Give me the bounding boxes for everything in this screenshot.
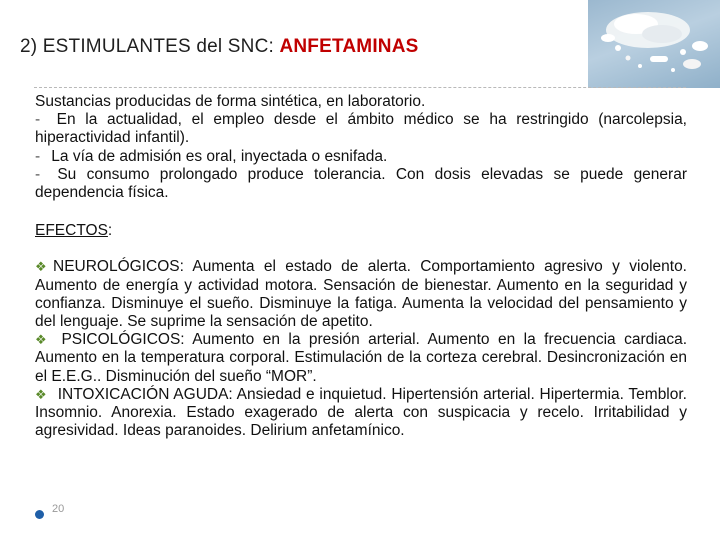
title-divider [34,87,686,88]
list-marker: - [35,147,41,165]
diamond-bullet-icon: ❖ [35,259,47,275]
effects-heading-label: EFECTOS [35,222,108,240]
effect-label: PSICOLÓGICOS: [53,331,185,349]
effect-item [35,331,687,386]
effects-heading [35,222,687,240]
list-item [35,148,687,166]
title-prefix: 2) ESTIMULANTES del SNC: [20,36,280,57]
list-marker: - [35,111,41,129]
effect-label: NEUROLÓGICOS: [53,258,184,276]
pills-photo [588,0,720,88]
list-item-text: La vía de admisión es oral, inyectada o esnifada. [47,147,388,165]
effect-text: Aumento en la presión arterial. Aumento en la frecuencia cardiaca. Aumento en la temperatura corporal. Estimulación de la corteza cerebral. Desincronización en el E.E.G.. Disminución del sueño “MOR”. [35,331,687,385]
footer-dot-icon [35,510,44,519]
pills-photo-icon [588,0,720,88]
list-item [35,111,687,147]
effect-item [35,258,687,331]
effect-text: Aumenta el estado de alerta. Comportamiento agresivo y violento. Aumento de energía y actividad motora. Sensación de bienestar. Aumento en la seguridad y confianza. Disminuye el sueño. Disminuye la fatiga. Aumenta la velocidad del pensamiento y del lenguaje. Se suprime la sensación de apetito. [35,258,687,331]
diamond-bullet-icon: ❖ [35,386,47,402]
title-accent: ANFETAMINAS [279,36,419,57]
effect-item [35,386,687,441]
intro-text: Sustancias producidas de forma sintética, en laboratorio. [35,93,426,110]
slide-title [20,36,419,58]
effects-heading-colon: : [107,222,113,240]
list-marker: - [35,165,41,183]
diamond-bullet-icon: ❖ [35,332,47,348]
effect-label: INTOXICACIÓN AGUDA: [53,385,233,403]
list-item [35,166,687,202]
effect-text: Ansiedad e inquietud. Hipertensión arterial. Hipertermia. Temblor. Insomnio. Anorexia. Estado exagerado de alerta con suspicacia y recelo. Irritabilidad y agresividad. Ideas paranoides. Delirium anfetamínico. [35,385,687,440]
page-number: 20 [52,503,65,515]
list-item-text: Su consumo prolongado produce tolerancia. Con dosis elevadas se puede generar dependencia física. [35,165,687,202]
slide-body [35,93,687,440]
list-item-text: En la actualidad, el empleo desde el ámbito médico se ha restringido (narcolepsia, hiperactividad infantil). [35,111,687,147]
